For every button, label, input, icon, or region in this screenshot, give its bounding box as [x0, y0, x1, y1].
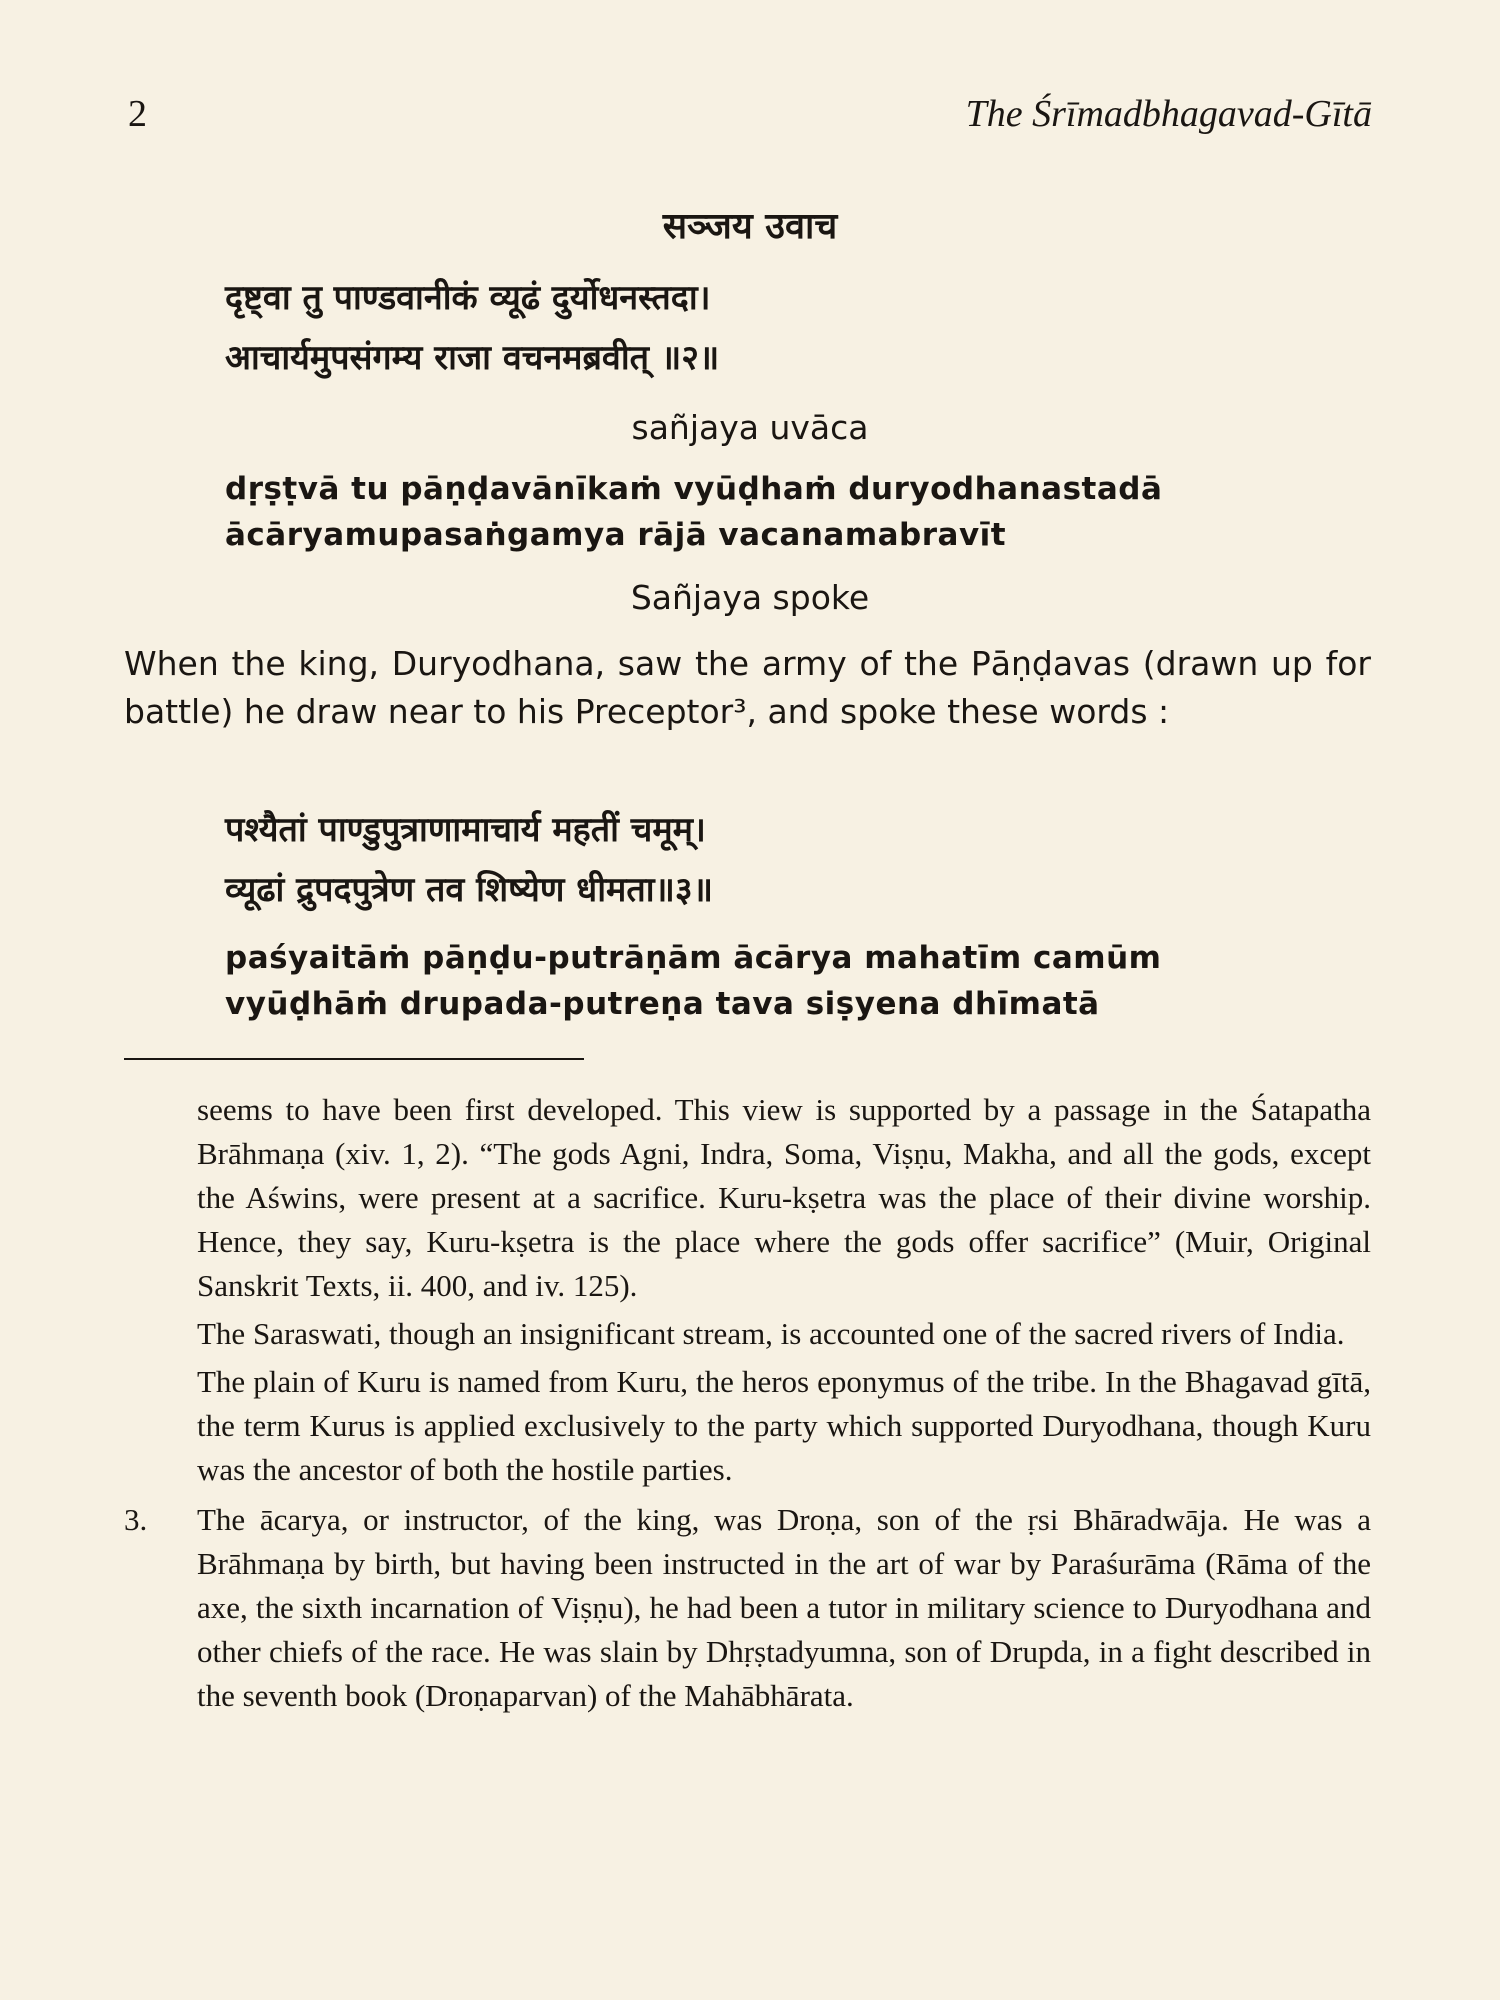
footnote-kuru-plain: The plain of Kuru is named from Kuru, the heros eponymus of the tribe. In the Bhagavad gītā, the term Kurus is applied exclusively to the party which supported Duryodhana, though Kuru was the ancestor of both the hostile parties.	[197, 1364, 1371, 1487]
verse2-devanagari-line-1: दृष्ट्वा तु पाण्डवानीकं व्यूढं दुर्योधनस्तदा।	[225, 278, 711, 318]
verse3-transliteration	[225, 935, 1395, 1027]
verse3-translit-line-1: paśyaitāṁ pāṇḍu-putrāṇām ācārya mahatīm camūm	[225, 940, 1162, 976]
footnote-divider	[124, 1058, 584, 1060]
verse2-devanagari-line-2: आचार्यमुपसंगम्य राजा वचनमब्रवीत् ॥२॥	[225, 338, 720, 378]
verse2-devanagari	[225, 268, 1375, 388]
footnote-continuation: seems to have been first developed. This view is supported by a passage in the Śatapatha Brāhmaṇa (xiv. 1, 2). “The gods Agni, Indra, Soma, Viṣṇu, Makha, and all the gods, except the Aświns, were present at a sacrifice. Kuru-kṣetra was the place of their divine worship. Hence, they say, Kuru-kṣetra is the place where the gods offer sacrifice” (Muir, Original Sanskrit Texts, ii. 400, and iv. 125).	[197, 1092, 1371, 1303]
verse2-speaker-translit: sañjaya uvāca	[631, 408, 869, 447]
verse2-translation: When the king, Duryodhana, saw the army of the Pāṇḍavas (drawn up for battle) he draw near to his Preceptor³, and spoke these words :	[124, 644, 1371, 731]
verse2-translit-line-1: dṛṣṭvā tu pāṇḍavānīkaṁ vyūḍhaṁ duryodhanastadā	[225, 471, 1163, 507]
page-number: 2	[128, 93, 147, 135]
verse3-devanagari-line-2: व्यूढां द्रुपदपुत्रेण तव शिष्येण धीमता॥३॥	[225, 870, 713, 910]
verse2-speaker-devanagari: सञ्जय उवाच	[662, 206, 838, 247]
verse3-translit-line-2: vyūḍhāṁ drupada-putreṇa tava siṣyena dhīmatā	[225, 986, 1100, 1022]
footnote-3-text: The ācarya, or instructor, of the king, was Droṇa, son of the ṛsi Bhāradwāja. He was a Brāhmaṇa by birth, but having been instructed in the art of war by Paraśurāma (Rāma of the axe, the sixth incarnation of Viṣṇu), he had been a tutor in military science to Duryodhana and other chiefs of the race. He was slain by Dhṛṣtadyumna, son of Drupda, in a fight described in the seventh book (Droṇaparvan) of the Mahābhārata.	[197, 1502, 1371, 1713]
running-title: The Śrīmadbhagavad-Gītā	[965, 93, 1372, 135]
verse2-translit-line-2: ācāryamupasaṅgamya rājā vacanamabravīt	[225, 517, 1007, 553]
footnote-3	[124, 1498, 1371, 1718]
footnotes	[124, 1088, 1371, 1718]
footnote-3-number: 3.	[124, 1502, 148, 1537]
footnote-saraswati: The Saraswati, though an insignificant stream, is accounted one of the sacred rivers of India.	[197, 1316, 1345, 1351]
verse3-devanagari	[225, 800, 1375, 920]
verse2-transliteration	[225, 466, 1395, 558]
page-header	[128, 92, 1372, 152]
verse2-speaker-english: Sañjaya spoke	[630, 578, 870, 617]
verse3-devanagari-line-1: पश्यैतां पाण्डुपुत्राणामाचार्य महतीं चमूम्।	[225, 810, 706, 850]
